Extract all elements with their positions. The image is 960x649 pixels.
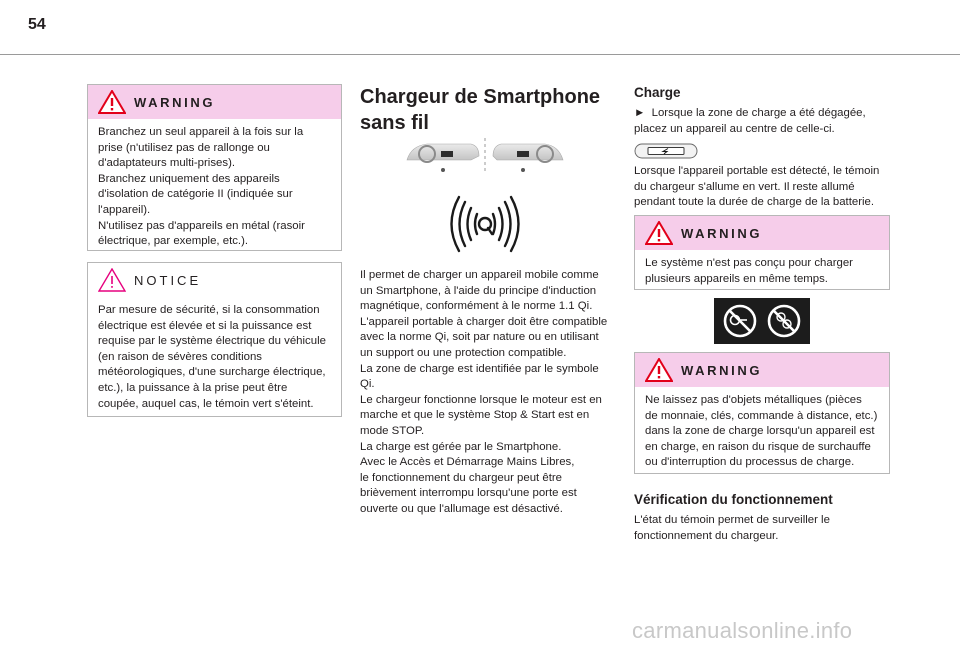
charging-pad-icon	[634, 143, 698, 159]
text-line: marche et que le système Stop & Start est en	[360, 409, 590, 422]
text-line: placez un appareil au centre de celle-ci.	[634, 122, 835, 135]
warning-triangle-icon	[645, 221, 673, 245]
site-watermark: carmanualsonline.info	[632, 618, 853, 643]
text-line: mode STOP.	[360, 424, 425, 437]
text-line: de monnaie, clés, commande à distance, etc.)	[645, 409, 878, 422]
text-line: avec la norme Qi, soit par nature ou en utilisant	[360, 331, 599, 344]
text-line: l'appareil).	[98, 203, 151, 216]
text-line: fonctionnement du chargeur.	[634, 529, 779, 542]
warning-text	[635, 387, 889, 479]
warning-box-3	[634, 352, 890, 474]
text-line: Ne laissez pas d'objets métalliques (pièces	[645, 394, 862, 406]
charge-text	[634, 164, 896, 211]
text-line: d'adaptateurs multi-prises).	[98, 157, 236, 170]
title-line: Chargeur de Smartphone	[360, 86, 601, 108]
text-line: ou d'interruption du processus de charge.	[645, 456, 855, 469]
text-line: météorologiques, d'une surcharge électrique,	[98, 366, 326, 379]
prohibited-objects-icon	[714, 298, 810, 344]
text-line: Le système n'est pas conçu pour charger	[645, 257, 853, 269]
warning-triangle-icon	[98, 90, 126, 114]
dashboard-diagram	[405, 134, 565, 176]
text-line: pendant toute la durée de charge de la batterie.	[634, 196, 875, 209]
qi-wireless-icon	[440, 194, 530, 254]
text-line: magnétique, conformément à le norme 1.1 Qi.	[360, 300, 593, 313]
warning-label: WARNING	[134, 94, 216, 110]
warning-text	[88, 119, 341, 258]
text-line: Lorsque la zone de charge a été dégagée,	[651, 107, 866, 119]
bullet-line	[634, 106, 894, 122]
notice-header	[88, 263, 341, 297]
charge-bullet	[634, 106, 894, 137]
warning-box-1	[87, 84, 342, 251]
notice-box	[87, 262, 342, 417]
verification-text	[634, 513, 896, 544]
text-line: La charge est gérée par le Smartphone.	[360, 440, 562, 453]
text-line: Par mesure de sécurité, si la consommation	[98, 304, 320, 316]
text-line: L'état du témoin permet de surveiller le	[634, 514, 830, 526]
text-line: électrique, par exemple, etc.).	[98, 235, 249, 248]
text-line: coupée, auquel cas, le témoin vert s'éteint.	[98, 397, 314, 410]
text-line: etc.), la puissance à la prise peut être	[98, 381, 288, 394]
warning-header	[635, 216, 889, 250]
warning-box-2	[634, 215, 890, 290]
text-line: un support ou une protection compatible.	[360, 346, 567, 359]
text-line: ouverte ou que l'allumage est désactivé.	[360, 502, 563, 515]
charge-title: Charge	[634, 85, 681, 100]
text-line: La zone de charge est identifiée par le symbole	[360, 362, 599, 375]
text-line: plusieurs appareils en même temps.	[645, 272, 828, 285]
warning-text	[635, 250, 889, 295]
verification-title: Vérification du fonctionnement	[634, 492, 833, 507]
section-body	[360, 268, 618, 518]
notice-text	[88, 297, 341, 420]
text-line: dans la zone de charge lorsqu'un appareil est	[645, 425, 875, 438]
text-line: le fonctionnement du chargeur peut être	[360, 471, 563, 484]
text-line: Le chargeur fonctionne lorsque le moteur est en	[360, 393, 602, 406]
text-line: d'isolation de catégorie II (indiquée sur	[98, 188, 293, 201]
text-line: Lorsque l'appareil portable est détecté, le témoin	[634, 165, 880, 177]
text-line: N'utilisez pas d'appareils en métal (rasoir	[98, 219, 305, 232]
text-line: Il permet de charger un appareil mobile comme	[360, 269, 599, 281]
text-line: requise par le système électrique du véhicule	[98, 335, 326, 348]
warning-triangle-icon	[645, 358, 673, 382]
section-title	[360, 84, 620, 136]
warning-header	[635, 353, 889, 387]
text-line: prise (n'utilisez pas de rallonge ou	[98, 141, 270, 154]
text-line: en charge, en raison du risque de surchauffe	[645, 440, 871, 453]
text-line: brièvement interrompu lorsqu'une porte est	[360, 487, 577, 500]
text-line: Branchez uniquement des appareils	[98, 172, 280, 185]
text-line: du chargeur s'allume en vert. Il reste allumé	[634, 180, 855, 193]
text-line: Branchez un seul appareil à la fois sur la	[98, 126, 304, 138]
warning-header	[88, 85, 341, 119]
text-line: un Smartphone, à l'aide du principe d'induction	[360, 284, 597, 297]
text-line: Avec le Accès et Démarrage Mains Libres,	[360, 456, 575, 469]
text-line: L'appareil portable à charger doit être compatible	[360, 315, 608, 328]
warning-label: WARNING	[681, 225, 763, 241]
text-line: électrique est élevée et si la puissance est	[98, 319, 312, 332]
notice-triangle-icon	[98, 268, 126, 292]
text-line: (en raison de sévères conditions	[98, 350, 262, 363]
warning-label: WARNING	[681, 362, 763, 378]
notice-label: NOTICE	[134, 272, 202, 288]
top-divider	[0, 54, 960, 55]
bullet-arrow-icon: ►	[634, 107, 646, 119]
text-line: Qi.	[360, 378, 375, 391]
page-number: 54	[28, 16, 46, 33]
title-line: sans fil	[360, 112, 429, 134]
